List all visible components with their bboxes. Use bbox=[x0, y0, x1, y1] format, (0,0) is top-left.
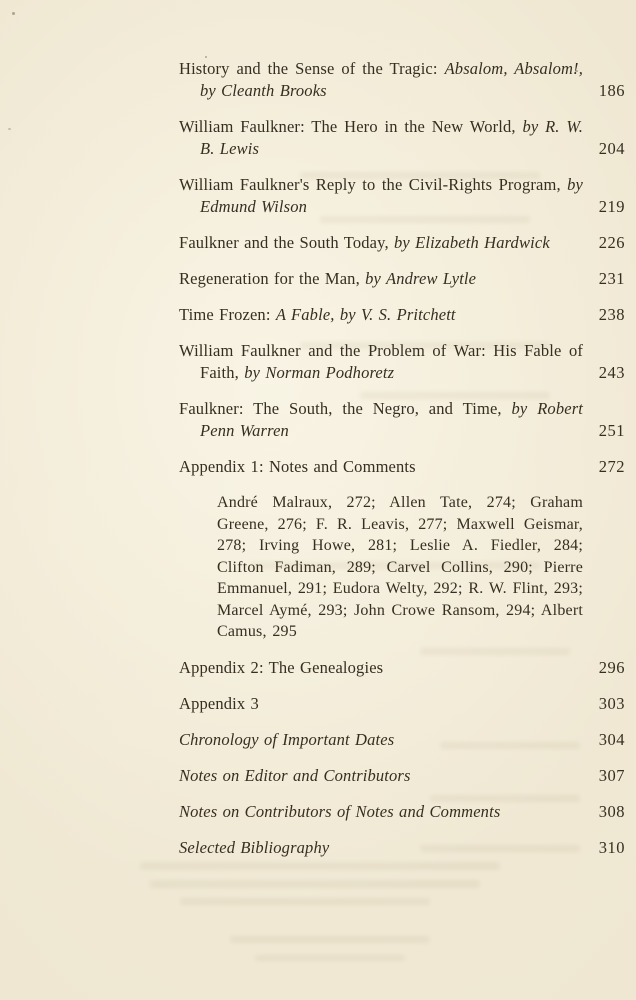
toc-entry-page-number: 204 bbox=[598, 139, 625, 158]
toc-entry-title-roman: Faulkner: The South, the Negro, and Time, bbox=[179, 399, 512, 418]
toc-entry-page-number: 243 bbox=[598, 363, 625, 382]
toc-entry-page-number: 303 bbox=[598, 693, 625, 713]
toc-entry-page-number: 231 bbox=[598, 269, 625, 288]
toc-entry-title-roman: Appendix 3 bbox=[179, 693, 259, 713]
toc-entry bbox=[179, 340, 625, 384]
toc-entry-title-roman: Time Frozen: bbox=[179, 305, 276, 324]
toc-entry bbox=[179, 456, 625, 478]
toc-entry-title bbox=[179, 657, 583, 679]
toc-entry-title-italic: by Edmund Wilson bbox=[200, 175, 583, 216]
toc-entry-title-italic: A Fable, by V. S. Pritchett bbox=[275, 305, 456, 324]
toc-entry-title bbox=[179, 232, 583, 254]
toc-entry-title bbox=[179, 801, 583, 823]
toc-entry-title-italic: by Andrew Lytle bbox=[365, 269, 477, 288]
toc-entry-title-italic: by Elizabeth Hardwick bbox=[394, 233, 550, 252]
toc-entry-page-number: 186 bbox=[598, 81, 625, 100]
toc-entry-title bbox=[179, 693, 583, 715]
toc-entry-title-italic: Notes on Editor and Contributors bbox=[179, 765, 411, 785]
toc-entry-title bbox=[179, 304, 583, 326]
toc-entry bbox=[179, 232, 625, 254]
toc-entry-title-italic: by R. W. B. Lewis bbox=[200, 117, 583, 158]
toc-entry-title-roman: William Faulkner's Reply to the Civil-Rights Program, bbox=[179, 175, 568, 194]
toc-entry bbox=[179, 116, 625, 160]
toc-entry-title bbox=[179, 268, 583, 290]
toc-entry-title bbox=[179, 340, 583, 384]
toc-entry-title-roman: Appendix 2: The Genealogies bbox=[179, 657, 384, 677]
toc-entry-title-roman: William Faulkner: The Hero in the New World, bbox=[179, 117, 523, 136]
toc-entry bbox=[179, 304, 625, 326]
toc-entry-page-number: 296 bbox=[598, 657, 625, 677]
appendix-notes: André Malraux, 272; Allen Tate, 274; Graham Greene, 276; F. R. Leavis, 277; Maxwell Geismar, 278; Irving Howe, 281; Leslie A. Fiedler, 284; Clifton Fadiman, 289; Carvel Collins, 290; Pierre Emmanuel, 291; Eudora Welty, 292; R. W. Flint, 293; Marcel Aymé, 293; John Crowe Ransom, 294; Albert Camus, 295 bbox=[217, 494, 583, 640]
toc-entry-page-number: 219 bbox=[598, 197, 625, 216]
toc-entry-title bbox=[179, 58, 583, 102]
toc-entry-page-number: 304 bbox=[598, 729, 625, 749]
toc-entry-title-roman: Appendix 1: Notes and Comments bbox=[179, 457, 416, 476]
toc-entry-page-number: 226 bbox=[598, 233, 625, 252]
toc-entry-title-italic: by Norman Podhoretz bbox=[244, 363, 395, 382]
toc-entry bbox=[179, 174, 625, 218]
toc-entry bbox=[179, 398, 625, 442]
toc-entry-page-number: 310 bbox=[598, 837, 625, 857]
toc-entry-title-italic: by Robert Penn Warren bbox=[200, 399, 583, 440]
toc-entry bbox=[179, 765, 625, 787]
toc-entry bbox=[179, 268, 625, 290]
paper-speck bbox=[12, 12, 15, 15]
toc-entry-title bbox=[179, 456, 583, 478]
toc-entry bbox=[179, 801, 625, 823]
paper-speck bbox=[8, 128, 11, 130]
toc-entry-title bbox=[179, 729, 583, 751]
toc-entry bbox=[179, 837, 625, 859]
toc-entry-title-roman: William Faulkner and the Problem of War: His Fable of Faith, bbox=[179, 341, 583, 382]
toc-entry-title-roman: Faulkner and the South Today, bbox=[179, 233, 395, 252]
toc-entry bbox=[179, 693, 625, 715]
toc-entry-title bbox=[179, 398, 583, 442]
toc-entry-page-number: 238 bbox=[598, 305, 625, 324]
toc-entry-title bbox=[179, 174, 583, 218]
toc-entry-title-italic: Absalom, Absalom!, by Cleanth Brooks bbox=[200, 59, 583, 100]
toc-entry-page-number: 272 bbox=[598, 457, 625, 476]
toc-entry-title-italic: Chronology of Important Dates bbox=[179, 729, 395, 749]
table-of-contents bbox=[179, 58, 625, 873]
toc-entry-page-number: 307 bbox=[598, 765, 625, 785]
toc-entry bbox=[179, 729, 625, 751]
toc-entry-title-roman: History and the Sense of the Tragic: bbox=[179, 59, 445, 78]
toc-entry-title bbox=[179, 765, 583, 787]
toc-entry-title-italic: Notes on Contributors of Notes and Comments bbox=[179, 801, 501, 821]
toc-entry-page-number: 251 bbox=[598, 421, 625, 440]
toc-entry-page-number: 308 bbox=[598, 801, 625, 821]
toc-entry-title bbox=[179, 837, 583, 859]
toc-entry bbox=[179, 58, 625, 102]
toc-entry-title-roman: Regeneration for the Man, bbox=[179, 269, 366, 288]
toc-entry-title bbox=[179, 116, 583, 160]
toc-entry bbox=[179, 657, 625, 679]
toc-entry-title-italic: Selected Bibliography bbox=[179, 837, 330, 857]
